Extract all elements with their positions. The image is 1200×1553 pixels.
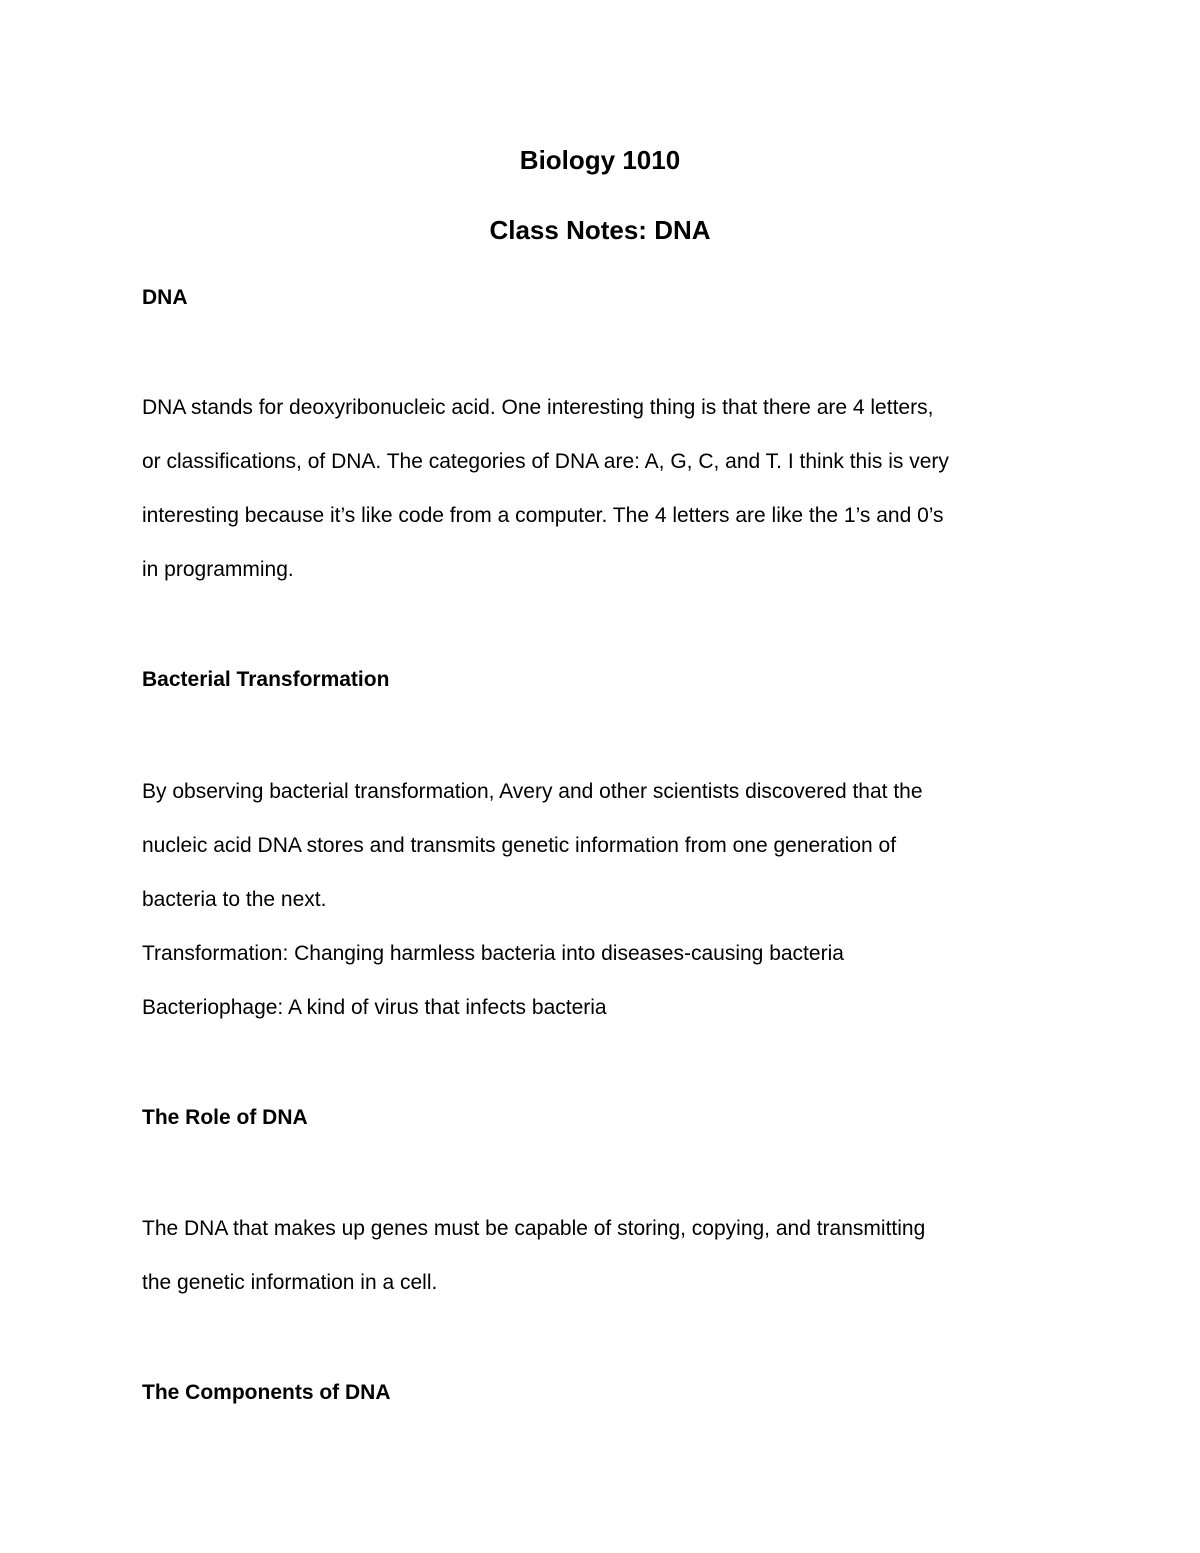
definition-line-bacteriophage: Bacteriophage: A kind of virus that infects bacteria [142, 996, 607, 1019]
paragraph-line: The DNA that makes up genes must be capable of storing, copying, and transmitting [142, 1217, 926, 1240]
section-heading-components-of-dna: The Components of DNA [142, 1381, 391, 1404]
paragraph-line: the genetic information in a cell. [142, 1271, 438, 1294]
paragraph-line: interesting because it’s like code from a computer. The 4 letters are like the 1’s and 0’s [142, 504, 944, 527]
section-heading-role-of-dna: The Role of DNA [142, 1106, 308, 1129]
document-subtitle: Class Notes: DNA [489, 215, 711, 245]
definition-line-transformation: Transformation: Changing harmless bacteria into diseases-causing bacteria [142, 942, 844, 965]
section-heading-bacterial-transformation: Bacterial Transformation [142, 668, 390, 691]
paragraph-line: or classifications, of DNA. The categories of DNA are: A, G, C, and T. I think this is very [142, 450, 949, 473]
document-title: Biology 1010 [519, 145, 681, 175]
paragraph-line: nucleic acid DNA stores and transmits genetic information from one generation of [142, 834, 897, 857]
paragraph-line: in programming. [142, 558, 294, 581]
paragraph-line: DNA stands for deoxyribonucleic acid. One interesting thing is that there are 4 letters, [142, 396, 934, 419]
section-heading-dna: DNA [142, 286, 188, 309]
paragraph-line: By observing bacterial transformation, Avery and other scientists discovered that the [142, 780, 923, 803]
paragraph-line: bacteria to the next. [142, 888, 327, 911]
